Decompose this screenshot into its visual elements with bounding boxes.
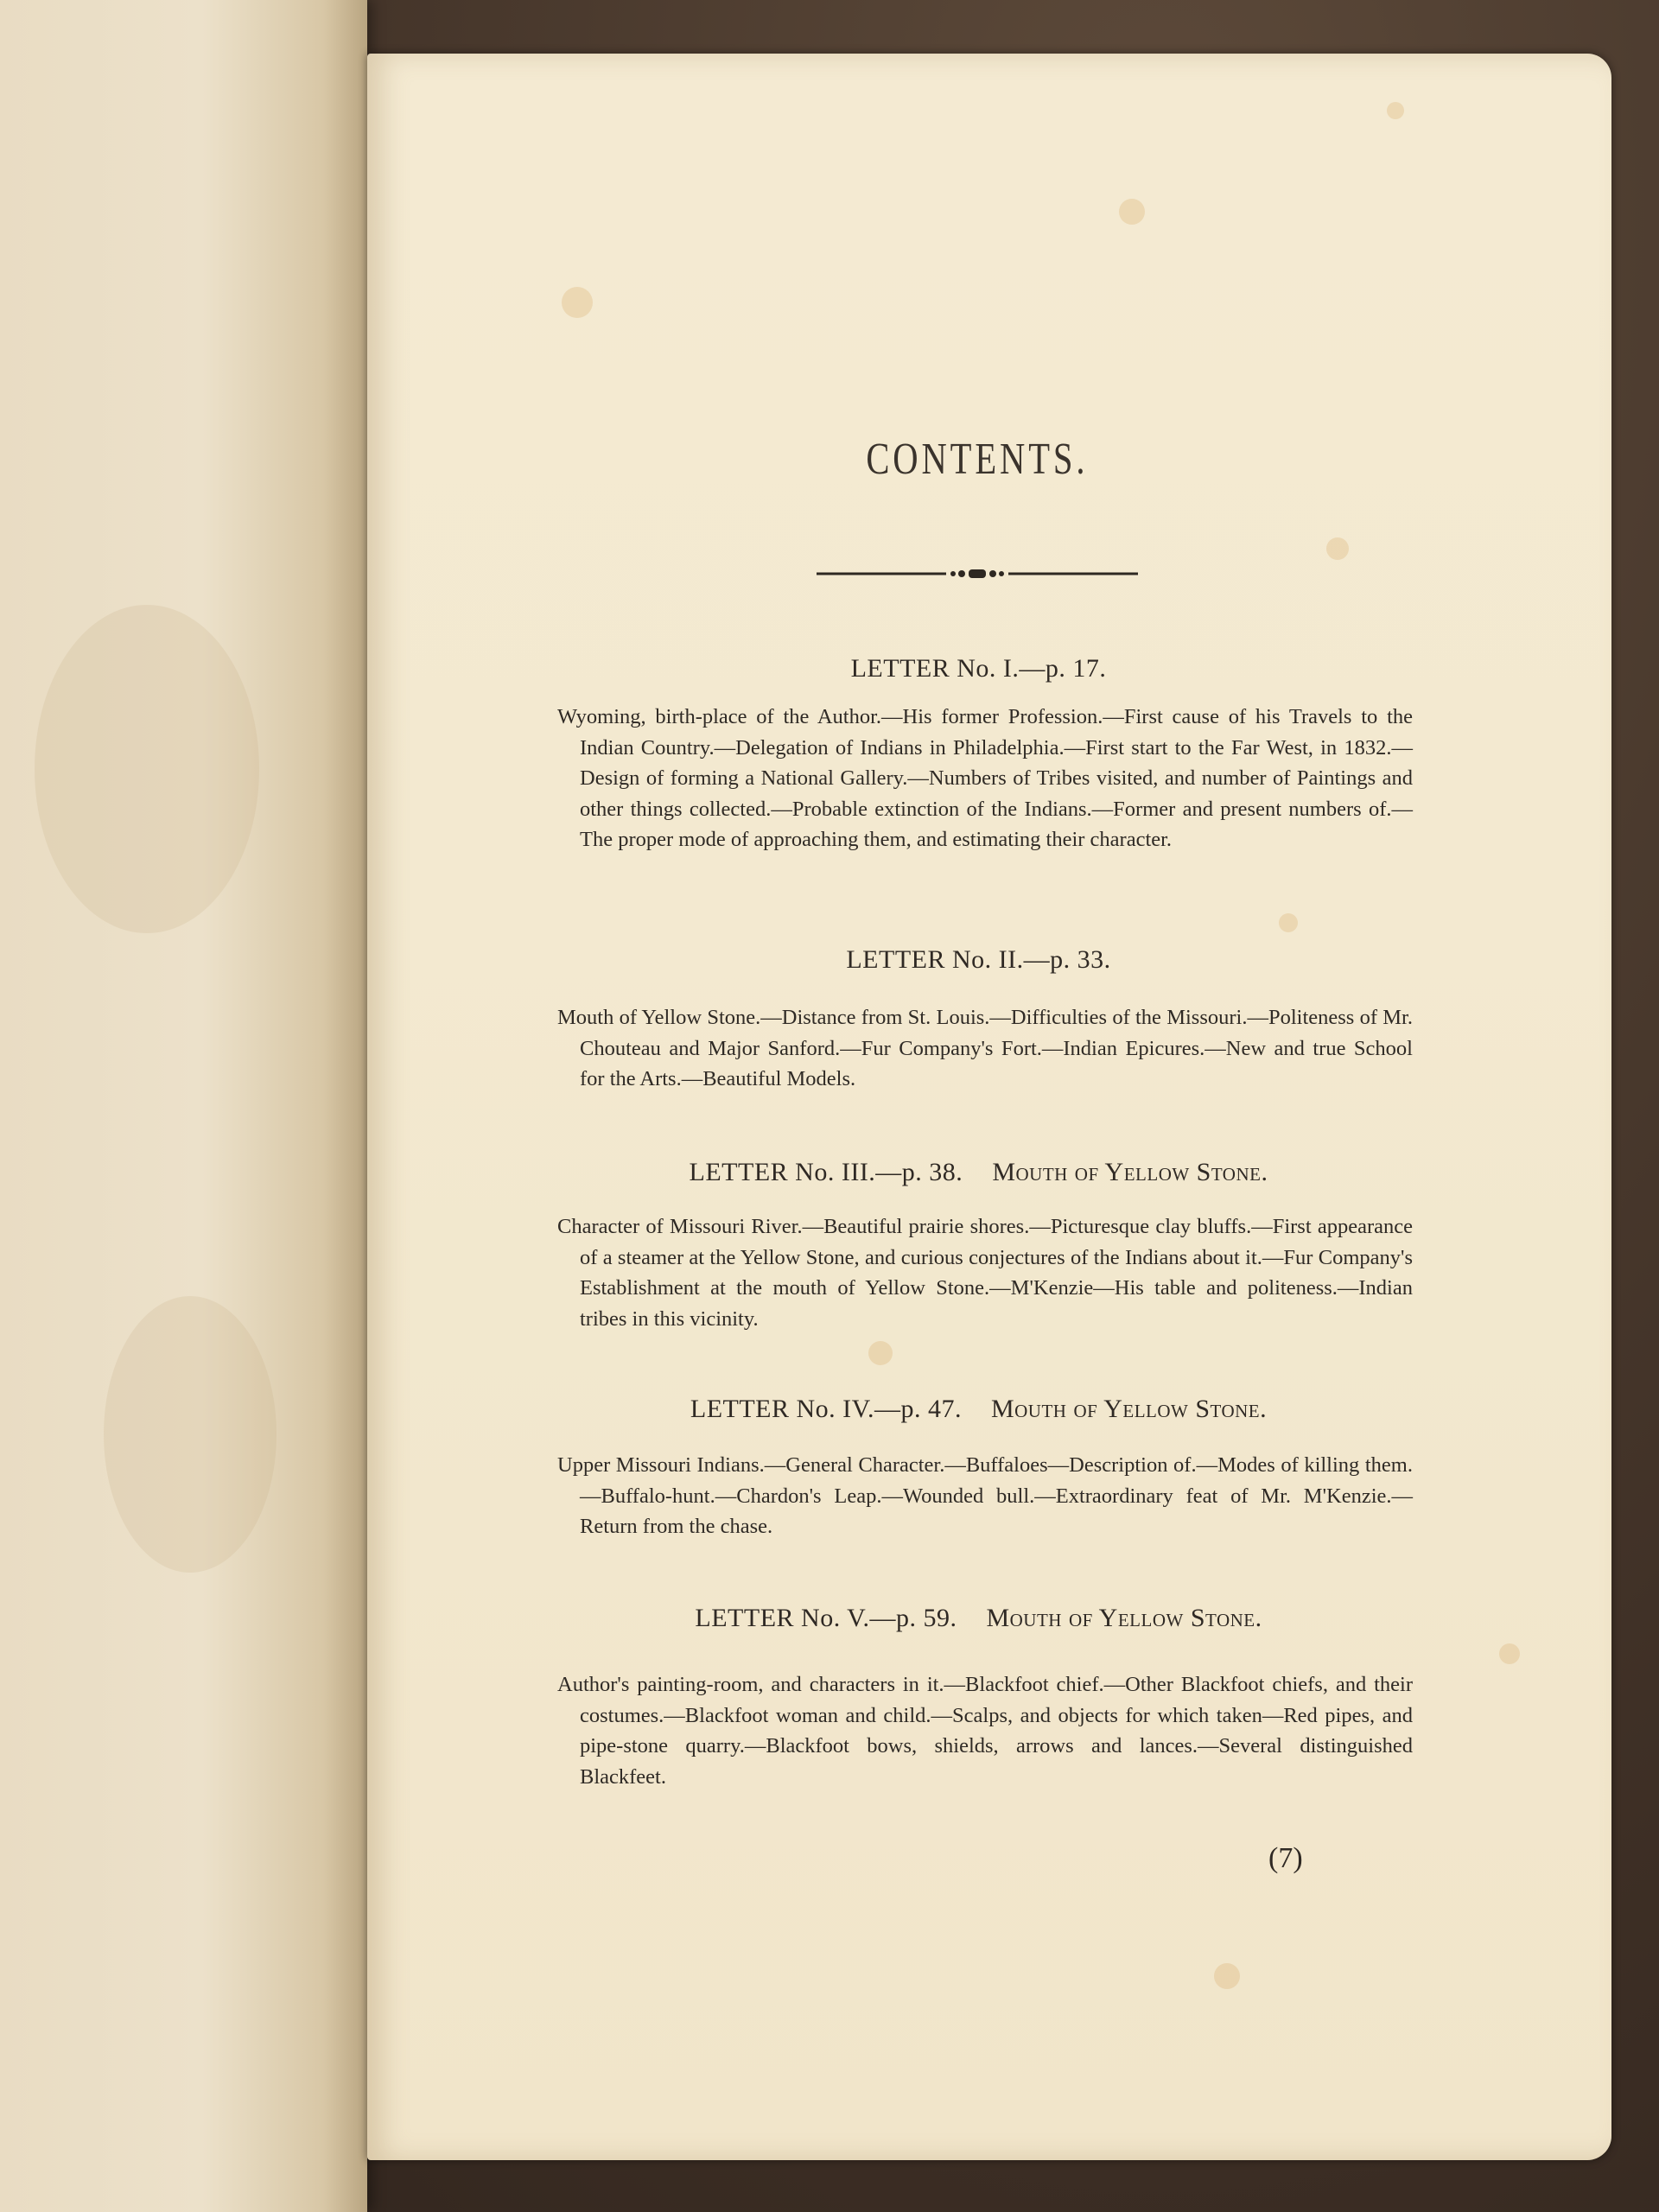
book-page — [367, 54, 1611, 2160]
letter-location: Mouth of Yellow Stone. — [992, 1158, 1268, 1186]
letter-1-heading — [367, 654, 1590, 683]
letter-heading-text: LETTER No. IV.—p. 47. — [690, 1395, 962, 1423]
page-title: CONTENTS. — [866, 435, 1089, 484]
page-number: (7) — [1268, 1842, 1303, 1874]
foxing-spot — [1119, 199, 1145, 225]
letter-5-heading — [367, 1604, 1590, 1633]
foxing-spot — [562, 287, 593, 318]
letter-heading-text: LETTER No. II.—p. 33. — [846, 945, 1111, 974]
letter-4-heading — [367, 1395, 1590, 1424]
letter-3-summary: Character of Missouri River.—Beautiful prairie shores.—Picturesque clay bluffs.—First appearance of a steamer at the Yellow Stone, and curious conjectures of the Indians about it.—Fur Company's Establishment at the mouth of Yellow Stone.—M'Kenzie—His table and politeness.—Indian tribes in this vicinity. — [557, 1215, 1413, 1331]
letter-heading-text: LETTER No. I.—p. 17. — [850, 654, 1107, 683]
foxing-spot — [1214, 1963, 1240, 1989]
foxing-spot — [1326, 537, 1349, 560]
letter-1-summary: Wyoming, birth-place of the Author.—His former Profession.—First cause of his Travels to the Indian Country.—Delegation of Indians in Philadelphia.—First start to the Far West, in 1832.—Design of forming a National Gallery.—Numbers of Tribes visited, and number of Paintings and other things collected.—Probable extinction of the Indians.—Former and present numbers of.—The proper mode of approaching them, and estimating their character. — [557, 705, 1413, 851]
paper-stain — [35, 605, 259, 933]
letter-heading-text: LETTER No. III.—p. 38. — [689, 1158, 963, 1186]
letter-3-heading — [367, 1158, 1590, 1187]
foxing-spot — [868, 1341, 893, 1365]
letter-5-summary: Author's painting-room, and characters in it.—Blackfoot chief.—Other Blackfoot chiefs, and their costumes.—Blackfoot woman and child.—Scalps, and objects for which taken—Red pipes, and pipe-stone quarry.—Blackfoot bows, shields, arrows and lances.—Several distinguished Blackfeet. — [557, 1673, 1413, 1789]
letter-2-heading — [367, 945, 1590, 975]
letter-heading-text: LETTER No. V.—p. 59. — [695, 1604, 957, 1632]
letter-location: Mouth of Yellow Stone. — [990, 1395, 1268, 1423]
facing-page — [0, 0, 367, 2212]
foxing-spot — [1279, 913, 1298, 932]
paper-stain — [104, 1296, 276, 1573]
foxing-spot — [1499, 1643, 1520, 1664]
title-ornament-rule — [817, 563, 1138, 584]
foxing-spot — [1387, 102, 1404, 119]
letter-location: Mouth of Yellow Stone. — [986, 1604, 1262, 1632]
letter-4-summary: Upper Missouri Indians.—General Character.—Buffaloes—Description of.—Modes of killing them.—Buffalo-hunt.—Chardon's Leap.—Wounded bull.—Extraordinary feat of Mr. M'Kenzie.—Return from the chase. — [557, 1453, 1413, 1538]
letter-2-summary: Mouth of Yellow Stone.—Distance from St. Louis.—Difficulties of the Missouri.—Politeness of Mr. Chouteau and Major Sanford.—Fur Company's Fort.—Indian Epicures.—New and true School for the Arts.—Beautiful Models. — [557, 1006, 1413, 1090]
